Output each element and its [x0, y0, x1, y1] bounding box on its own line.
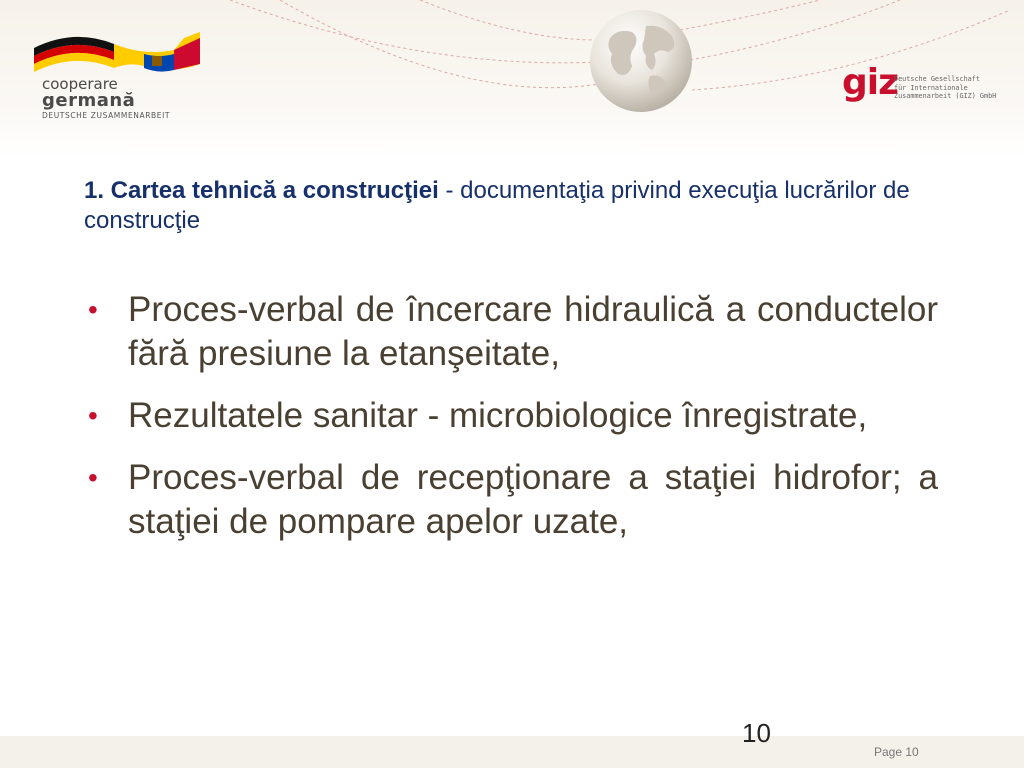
globe-icon: [588, 8, 694, 114]
logo-line-cooperare: cooperare: [42, 75, 118, 93]
giz-mark: giz: [842, 62, 899, 103]
bullet-item: [88, 394, 938, 438]
bullet-text: Proces-verbal de încercare hidraulică a conductelor fără presiune la etanşeitate,: [128, 290, 938, 373]
slide-number: 10: [742, 718, 771, 748]
giz-text-line: Deutsche Gesellschaft: [894, 75, 980, 83]
bullet-dot: •: [88, 400, 98, 431]
cooperare-germana-logo: [34, 30, 214, 125]
slide-subtitle: [84, 176, 954, 236]
footer-band: [0, 736, 1024, 768]
bullet-dot: •: [88, 462, 98, 493]
cooperare-logo-text: [42, 76, 170, 122]
bullet-text: Rezultatele sanitar - microbiologice înregistrate,: [128, 396, 868, 435]
logo-line-germana: germană: [42, 90, 136, 111]
bullet-item: [88, 456, 938, 544]
page-label: Page 10: [874, 745, 919, 759]
bullet-item: [88, 288, 938, 376]
bullet-dot: •: [88, 294, 98, 325]
subtitle-rest: - documentaţia privind execuţia lucrărilor de construcţie: [84, 177, 910, 234]
giz-logo: [842, 62, 1002, 108]
subtitle-bold: 1. Cartea tehnică a construcţiei: [84, 177, 439, 204]
bullet-text: Proces-verbal de recepţionare a staţiei hidrofor; a staţiei de pompare apelor uzate,: [128, 458, 938, 541]
giz-text-line: für Internationale: [894, 83, 968, 92]
logo-line-deutsche: DEUTSCHE ZUSAMMENARBEIT: [42, 111, 171, 120]
giz-text-line: Zusammenarbeit (GIZ) GmbH: [894, 92, 997, 100]
bullet-list: [88, 288, 938, 562]
giz-text: [894, 75, 996, 101]
